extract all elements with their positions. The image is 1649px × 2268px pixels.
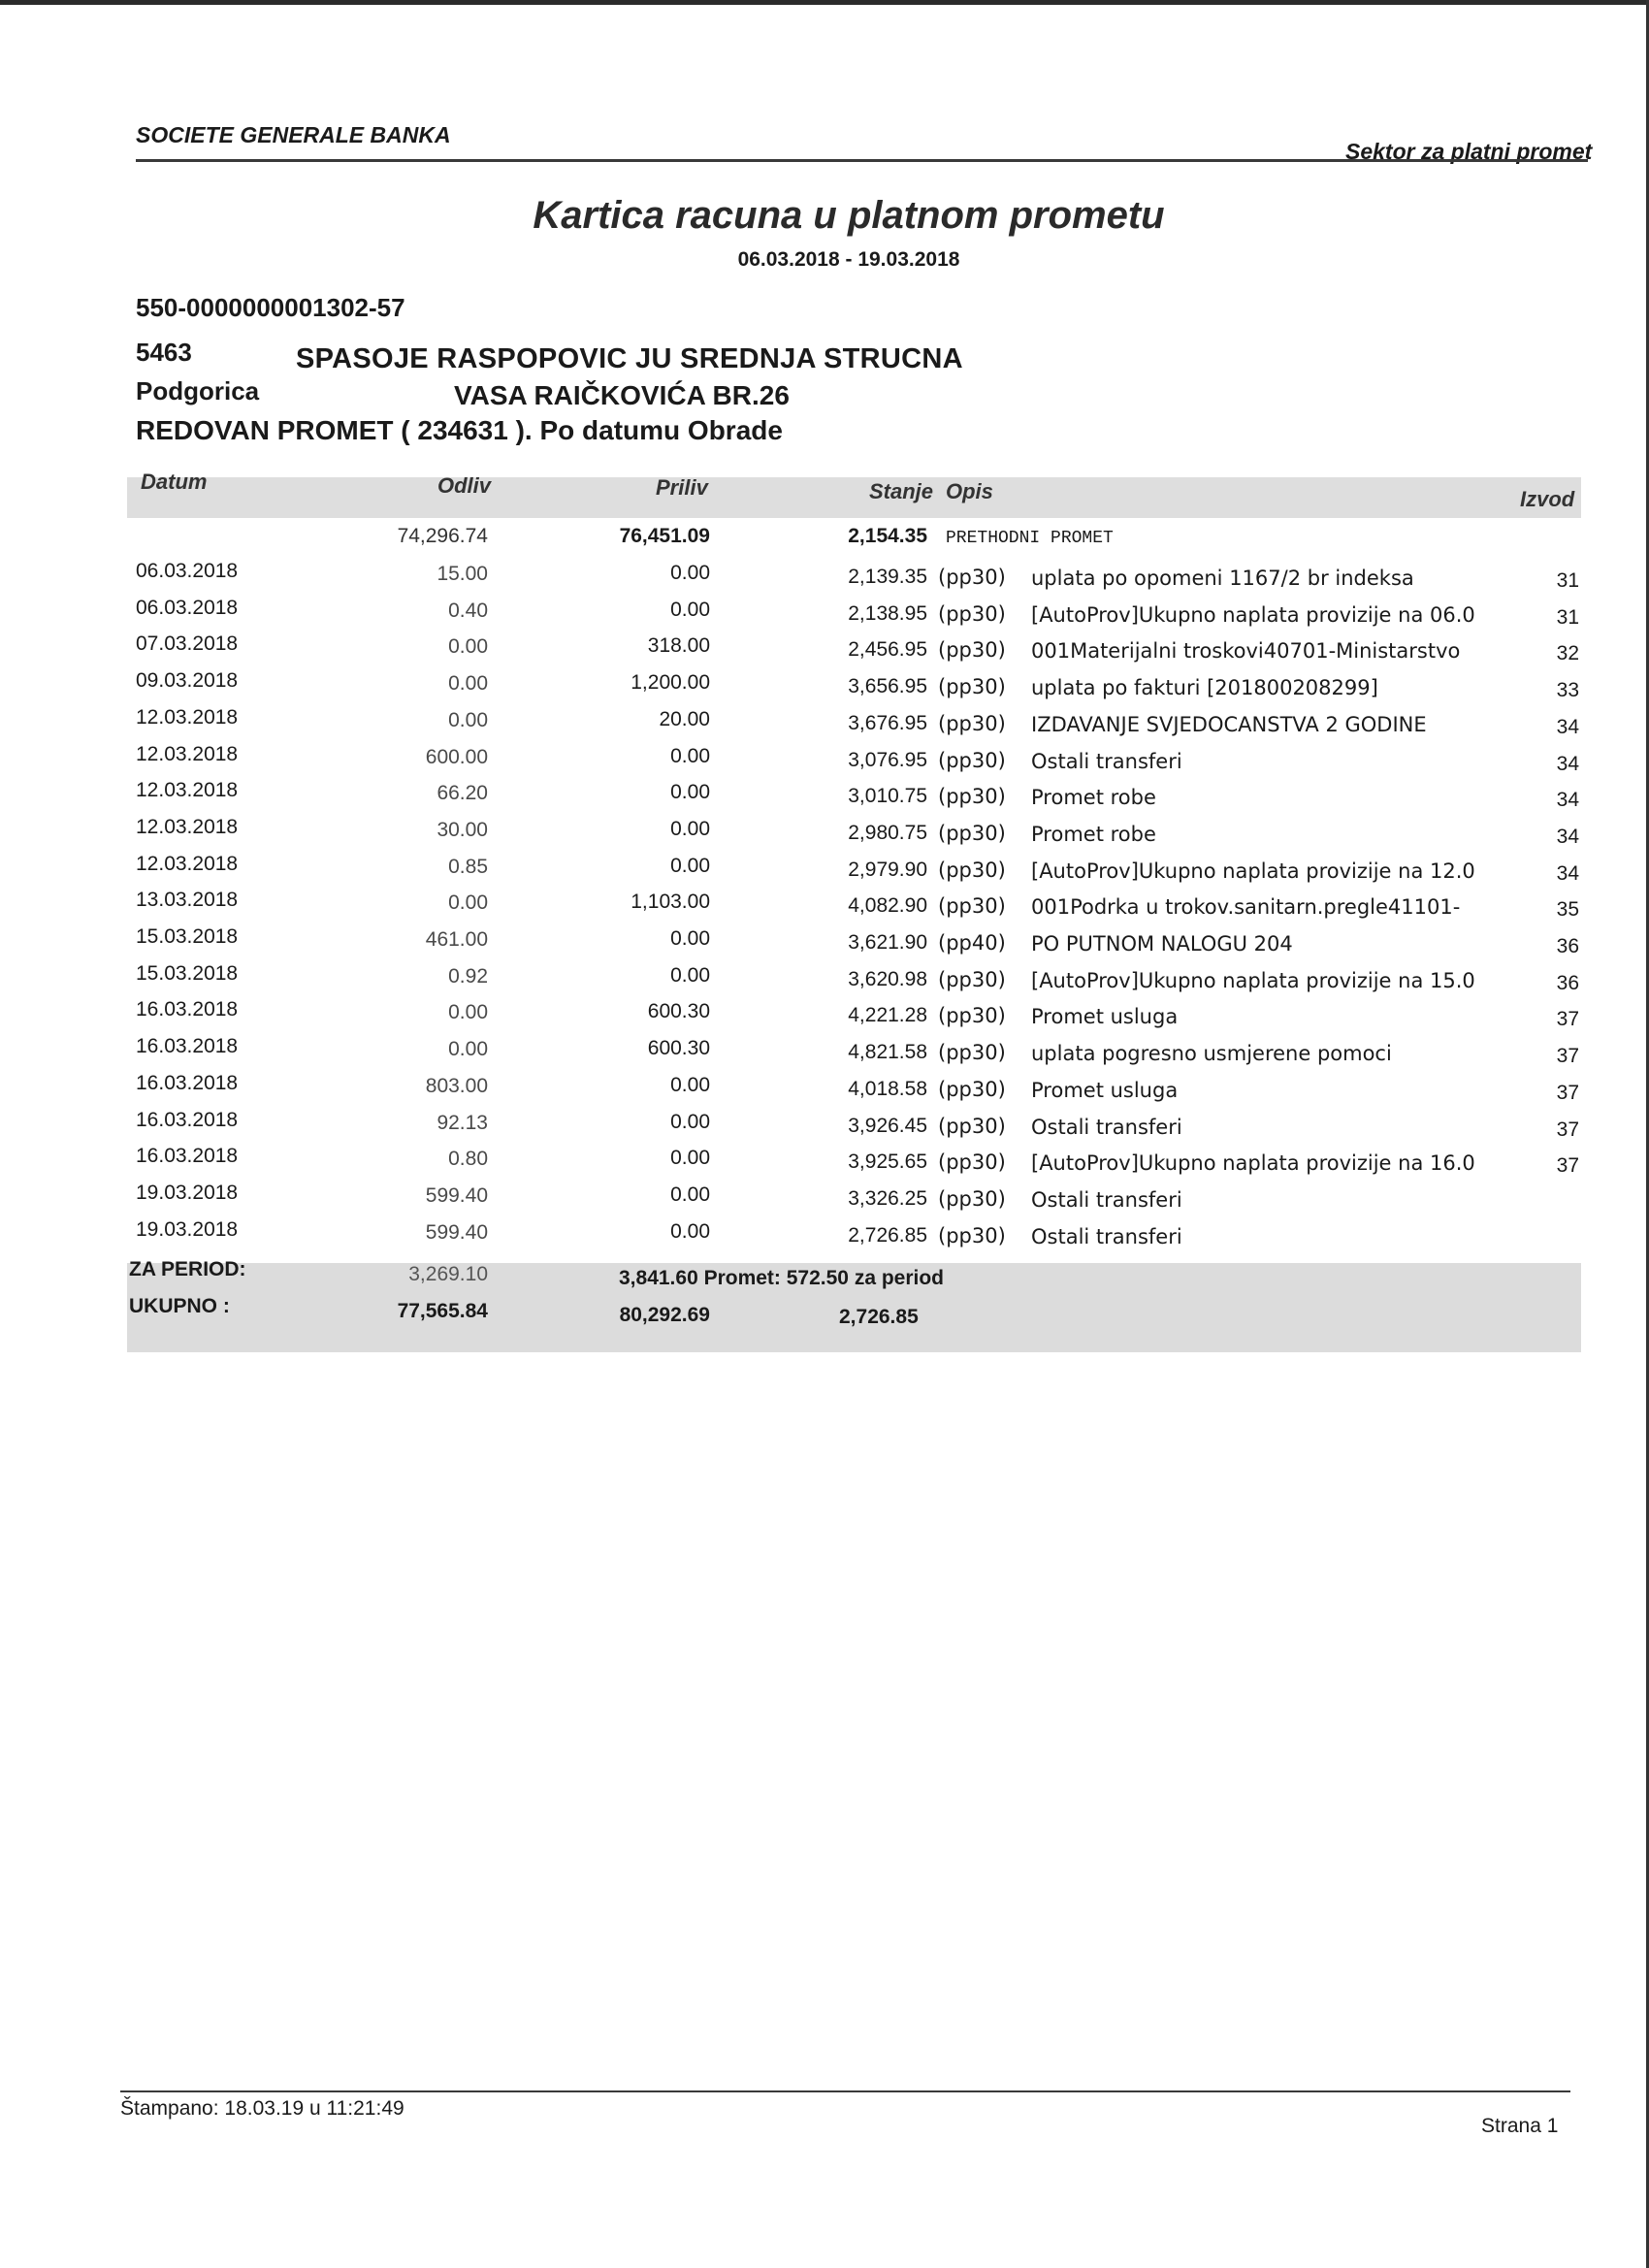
total-summary-label: UKUPNO : — [129, 1295, 230, 1317]
row-balance: 3,010.75 — [848, 785, 927, 807]
row-date: 06.03.2018 — [136, 597, 239, 619]
table-row — [0, 669, 1649, 704]
row-outflow: 0.00 — [448, 1001, 488, 1023]
col-header-date: Datum — [141, 470, 208, 494]
row-date: 12.03.2018 — [136, 816, 239, 838]
row-statement: 36 — [1556, 972, 1579, 994]
table-row — [0, 1145, 1649, 1180]
total-summary-balance: 2,726.85 — [839, 1306, 919, 1328]
row-balance: 3,620.98 — [848, 968, 927, 990]
row-date: 12.03.2018 — [136, 779, 239, 801]
row-date: 07.03.2018 — [136, 632, 239, 655]
table-row — [0, 743, 1649, 778]
footer-divider — [120, 2090, 1570, 2092]
row-inflow: 0.00 — [670, 1074, 710, 1096]
row-outflow: 0.00 — [448, 635, 488, 658]
row-type: (pp30) — [938, 822, 1006, 845]
row-statement: 33 — [1556, 679, 1579, 701]
row-description: [AutoProv]Ukupno naplata provizije na 16.0 — [1031, 1151, 1475, 1175]
row-date: 16.03.2018 — [136, 1035, 239, 1057]
printed-timestamp: Štampano: 18.03.19 u 11:21:49 — [120, 2097, 404, 2120]
row-balance: 3,926.45 — [848, 1115, 927, 1137]
row-type: (pp30) — [938, 1004, 1006, 1027]
sector-name: Sektor za platni promet — [1345, 139, 1593, 164]
row-outflow: 461.00 — [425, 928, 488, 951]
row-inflow: 318.00 — [647, 634, 710, 657]
table-row — [0, 706, 1649, 741]
scan-top-edge — [0, 0, 1649, 5]
period-summary-label: ZA PERIOD: — [129, 1258, 246, 1280]
row-date: 15.03.2018 — [136, 925, 239, 948]
row-outflow: 0.00 — [448, 672, 488, 695]
table-row — [0, 560, 1649, 595]
col-header-statement: Izvod — [1520, 487, 1575, 511]
client-code: 5463 — [136, 338, 192, 367]
document-title: Kartica racuna u platnom prometu — [533, 194, 1165, 237]
row-type: (pp30) — [938, 602, 1006, 626]
header-divider — [136, 159, 1588, 162]
row-type: (pp30) — [938, 675, 1006, 698]
row-type: (pp30) — [938, 859, 1006, 882]
row-balance: 3,656.95 — [848, 675, 927, 697]
row-date: 06.03.2018 — [136, 560, 239, 582]
row-statement: 34 — [1556, 862, 1579, 885]
row-balance: 3,076.95 — [848, 749, 927, 771]
row-inflow: 0.00 — [670, 562, 710, 584]
row-statement: 35 — [1556, 898, 1579, 921]
row-date: 16.03.2018 — [136, 1109, 239, 1131]
row-description: PO PUTNOM NALOGU 204 — [1031, 932, 1293, 956]
row-description: Promet robe — [1031, 786, 1156, 809]
table-row — [0, 1072, 1649, 1107]
client-city: Podgorica — [136, 376, 260, 405]
row-type: (pp30) — [938, 785, 1006, 808]
table-row — [0, 925, 1649, 960]
client-address: VASA RAIČKOVIĆA BR.26 — [454, 380, 790, 410]
row-description: uplata po opomeni 1167/2 br indeksa — [1031, 567, 1414, 590]
row-outflow: 30.00 — [436, 819, 488, 841]
table-row — [0, 998, 1649, 1033]
table-row — [0, 1218, 1649, 1253]
row-outflow: 0.00 — [448, 709, 488, 731]
row-description: Promet robe — [1031, 823, 1156, 846]
row-type: (pp30) — [938, 968, 1006, 991]
table-row — [0, 962, 1649, 997]
period-summary-inflow: 3,841.60 Promet: 572.50 za period — [619, 1267, 945, 1289]
row-date: 09.03.2018 — [136, 669, 239, 692]
row-balance: 3,621.90 — [848, 931, 927, 954]
row-date: 12.03.2018 — [136, 853, 239, 875]
row-statement: 31 — [1556, 569, 1579, 592]
previous-outflow: 74,296.74 — [397, 525, 488, 547]
row-description: Promet usluga — [1031, 1079, 1179, 1102]
row-description: IZDAVANJE SVJEDOCANSTVA 2 GODINE — [1031, 713, 1427, 736]
row-description: uplata pogresno usmjerene pomoci — [1031, 1042, 1392, 1065]
row-inflow: 0.00 — [670, 964, 710, 987]
row-description: 001Materijalni troskovi40701-Ministarstvo — [1031, 639, 1461, 663]
total-summary-inflow: 80,292.69 — [619, 1304, 710, 1326]
document-period: 06.03.2018 - 19.03.2018 — [737, 248, 960, 271]
row-statement: 37 — [1556, 1082, 1579, 1104]
previous-description: PRETHODNI PROMET — [946, 529, 1114, 548]
row-date: 16.03.2018 — [136, 998, 239, 1021]
col-header-outflow: Odliv — [437, 473, 492, 498]
row-balance: 4,821.58 — [848, 1041, 927, 1063]
row-statement: 37 — [1556, 1008, 1579, 1030]
row-outflow: 0.00 — [448, 891, 488, 914]
row-type: (pp30) — [938, 1078, 1006, 1101]
row-inflow: 1,103.00 — [630, 891, 710, 913]
row-inflow: 600.30 — [647, 1000, 710, 1022]
row-type: (pp30) — [938, 1224, 1006, 1247]
row-type: (pp30) — [938, 749, 1006, 772]
row-outflow: 66.20 — [436, 782, 488, 804]
table-row — [0, 1182, 1649, 1216]
table-row — [0, 1109, 1649, 1144]
row-date: 15.03.2018 — [136, 962, 239, 985]
col-header-balance: Stanje — [869, 479, 934, 503]
row-inflow: 0.00 — [670, 927, 710, 950]
row-description: Ostali transferi — [1031, 1188, 1182, 1212]
previous-balance-row — [0, 525, 1649, 560]
row-statement: 36 — [1556, 935, 1579, 957]
row-description: [AutoProv]Ukupno naplata provizije na 12.0 — [1031, 859, 1475, 883]
row-outflow: 92.13 — [436, 1112, 488, 1134]
col-header-inflow: Priliv — [656, 475, 708, 500]
row-statement: 34 — [1556, 716, 1579, 738]
row-date: 16.03.2018 — [136, 1072, 239, 1094]
row-description: 001Podrka u trokov.sanitarn.pregle41101- — [1031, 895, 1461, 919]
row-description: Ostali transferi — [1031, 1116, 1182, 1139]
table-row — [0, 632, 1649, 667]
row-balance: 3,925.65 — [848, 1150, 927, 1173]
period-summary-outflow: 3,269.10 — [408, 1263, 488, 1285]
row-date: 13.03.2018 — [136, 889, 239, 911]
total-summary-outflow: 77,565.84 — [397, 1300, 488, 1322]
row-type: (pp30) — [938, 894, 1006, 918]
previous-inflow: 76,451.09 — [619, 525, 710, 547]
table-row — [0, 597, 1649, 632]
row-inflow: 0.00 — [670, 781, 710, 803]
row-date: 19.03.2018 — [136, 1182, 239, 1204]
row-outflow: 803.00 — [425, 1075, 488, 1097]
row-type: (pp30) — [938, 1041, 1006, 1064]
row-outflow: 0.92 — [448, 965, 488, 988]
row-outflow: 0.00 — [448, 1038, 488, 1060]
row-statement: 37 — [1556, 1118, 1579, 1141]
row-date: 12.03.2018 — [136, 706, 239, 729]
table-row — [0, 1035, 1649, 1070]
row-date: 12.03.2018 — [136, 743, 239, 765]
row-date: 16.03.2018 — [136, 1145, 239, 1167]
row-type: (pp30) — [938, 638, 1006, 662]
row-inflow: 0.00 — [670, 818, 710, 840]
row-type: (pp30) — [938, 712, 1006, 735]
row-balance: 4,221.28 — [848, 1004, 927, 1026]
row-type: (pp30) — [938, 1150, 1006, 1174]
row-balance: 2,980.75 — [848, 822, 927, 844]
row-statement: 34 — [1556, 826, 1579, 848]
row-type: (pp30) — [938, 1187, 1006, 1211]
table-row — [0, 816, 1649, 851]
row-statement: 37 — [1556, 1045, 1579, 1067]
row-inflow: 0.00 — [670, 1147, 710, 1169]
row-balance: 2,139.35 — [848, 566, 927, 588]
row-outflow: 0.40 — [448, 599, 488, 622]
row-balance: 2,138.95 — [848, 602, 927, 625]
row-inflow: 0.00 — [670, 1220, 710, 1243]
row-date: 19.03.2018 — [136, 1218, 239, 1241]
table-row — [0, 889, 1649, 923]
row-inflow: 1,200.00 — [630, 671, 710, 694]
bank-name: SOCIETE GENERALE BANKA — [136, 122, 451, 147]
row-outflow: 0.85 — [448, 856, 488, 878]
row-description: Ostali transferi — [1031, 1225, 1182, 1248]
row-balance: 4,018.58 — [848, 1078, 927, 1100]
row-type: (pp30) — [938, 1115, 1006, 1138]
row-description: [AutoProv]Ukupno naplata provizije na 06.0 — [1031, 603, 1475, 627]
col-header-description: Opis — [946, 479, 993, 503]
row-outflow: 15.00 — [436, 563, 488, 585]
turnover-label: REDOVAN PROMET ( 234631 ). Po datumu Obrade — [136, 415, 783, 445]
row-statement: 32 — [1556, 642, 1579, 664]
row-inflow: 20.00 — [659, 708, 710, 730]
row-description: Promet usluga — [1031, 1005, 1179, 1028]
row-balance: 2,456.95 — [848, 638, 927, 661]
table-row — [0, 779, 1649, 814]
previous-balance: 2,154.35 — [848, 525, 927, 547]
row-type: (pp30) — [938, 566, 1006, 589]
row-inflow: 0.00 — [670, 1183, 710, 1206]
page-number: Strana 1 — [1481, 2115, 1559, 2137]
table-header-band — [127, 477, 1581, 518]
row-statement: 37 — [1556, 1154, 1579, 1177]
row-statement: 31 — [1556, 606, 1579, 629]
row-inflow: 0.00 — [670, 1111, 710, 1133]
row-balance: 4,082.90 — [848, 894, 927, 917]
row-balance: 2,979.90 — [848, 859, 927, 881]
row-inflow: 0.00 — [670, 745, 710, 767]
row-type: (pp40) — [938, 931, 1006, 955]
table-row — [0, 853, 1649, 888]
row-outflow: 599.40 — [425, 1184, 488, 1207]
row-outflow: 600.00 — [425, 746, 488, 768]
row-outflow: 599.40 — [425, 1221, 488, 1244]
row-balance: 3,676.95 — [848, 712, 927, 734]
row-inflow: 0.00 — [670, 855, 710, 877]
row-statement: 34 — [1556, 789, 1579, 811]
row-statement: 34 — [1556, 753, 1579, 775]
row-description: [AutoProv]Ukupno naplata provizije na 15.0 — [1031, 969, 1475, 992]
row-balance: 2,726.85 — [848, 1224, 927, 1247]
row-inflow: 600.30 — [647, 1037, 710, 1059]
client-name: SPASOJE RASPOPOVIC JU SREDNJA STRUCNA — [296, 343, 963, 374]
row-balance: 3,326.25 — [848, 1187, 927, 1210]
row-description: Ostali transferi — [1031, 750, 1182, 773]
row-description: uplata po fakturi [201800208299] — [1031, 676, 1378, 699]
row-inflow: 0.00 — [670, 599, 710, 621]
account-number: 550-0000000001302-57 — [136, 293, 405, 322]
row-outflow: 0.80 — [448, 1148, 488, 1170]
